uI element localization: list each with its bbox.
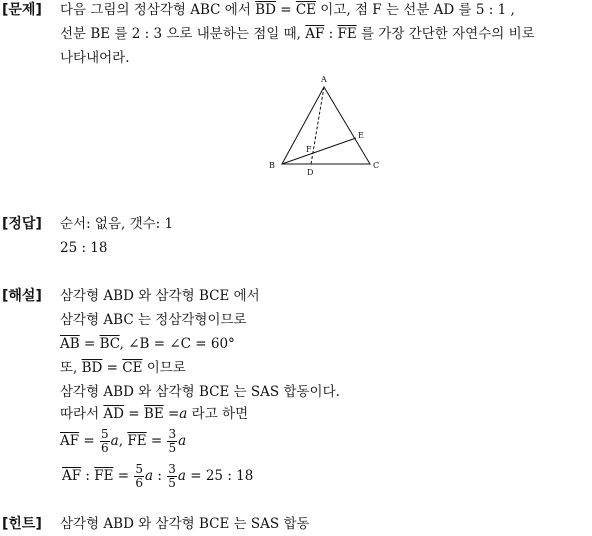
segment-bd: $\overline{BD}$ <box>255 2 276 18</box>
fraction-3-5: $\frac{3}{5}$ <box>168 427 177 455</box>
label-c: C <box>373 161 380 170</box>
solution-line-6: 따라서 $\overline{AD} = \overline{BE} =a$ 라고 하면 <box>60 406 249 422</box>
fraction-5-6: $\frac{5}{6}$ <box>135 462 144 490</box>
fraction-3-5: $\frac{3}{5}$ <box>168 462 176 490</box>
problem-line-3: 나타내어라. <box>60 50 130 66</box>
answer-line-1: 순서: 없음, 갯수: 1 <box>60 216 174 232</box>
answer-tag: [정답] <box>2 216 42 232</box>
segment-be <box>282 138 356 164</box>
segment-ce: $\overline{CE}$ <box>295 2 317 18</box>
triangle-figure <box>264 72 388 180</box>
problem-line-1: 다음 그림의 정삼각형 ABC 에서 $\overline{BD} = \overline{CE}$ 이고, 점 F 는 선분 AD 를 5 : 1 , <box>60 2 515 18</box>
label-f: F <box>306 145 312 154</box>
fraction-5-6: $\frac{5}{6}$ <box>101 427 109 455</box>
solution-line-1: 삼각형 ABD 와 삼각형 BCE 에서 <box>60 288 260 304</box>
solution-line-5: 삼각형 ABD 와 삼각형 BCE 는 SAS 합동이다. <box>60 384 340 400</box>
solution-line-3: $\overline{AB} = \overline{BC}$, ∠B = ∠C = 60° <box>60 336 235 352</box>
segment-fe: $\overline{FE}$ <box>337 26 357 42</box>
problem-tag: [문제] <box>2 2 42 18</box>
segment-af: $\overline{AF}$ <box>305 26 325 42</box>
solution-line-2: 삼각형 ABC 는 정삼각형이므로 <box>60 312 247 328</box>
solution-line-4: 또, $\overline{BD} = \overline{CE}$ 이므로 <box>60 360 186 376</box>
solution-line-8: $\overline{AF}$ : $\overline{FE}$ = $\frac{5}{6}$ a : $\frac{3}{5}$ a = 25 : 18 <box>62 462 254 490</box>
triangle-abc <box>282 87 370 164</box>
problem-line-2: 선분 BE 를 2 : 3 으로 내분하는 점일 때, $\overline{AF}$ : $\overline{FE}$ 를 가장 간단한 자연수의 비로 <box>60 26 535 42</box>
label-e: E <box>358 131 364 140</box>
label-d: D <box>307 168 314 177</box>
label-b: B <box>269 161 275 170</box>
solution-line-7: $\overline{AF}$ = $\frac{5}{6}$ a, $\overline{FE}$ = $\frac{3}{5}$ a <box>60 427 187 455</box>
answer-line-2: 25 : 18 <box>60 240 108 256</box>
hint-line-1: 삼각형 ABD 와 삼각형 BCE 는 SAS 합동 <box>60 516 310 532</box>
label-a: A <box>321 75 327 84</box>
hint-tag: [힌트] <box>2 516 42 532</box>
solution-tag: [해설] <box>2 288 42 304</box>
